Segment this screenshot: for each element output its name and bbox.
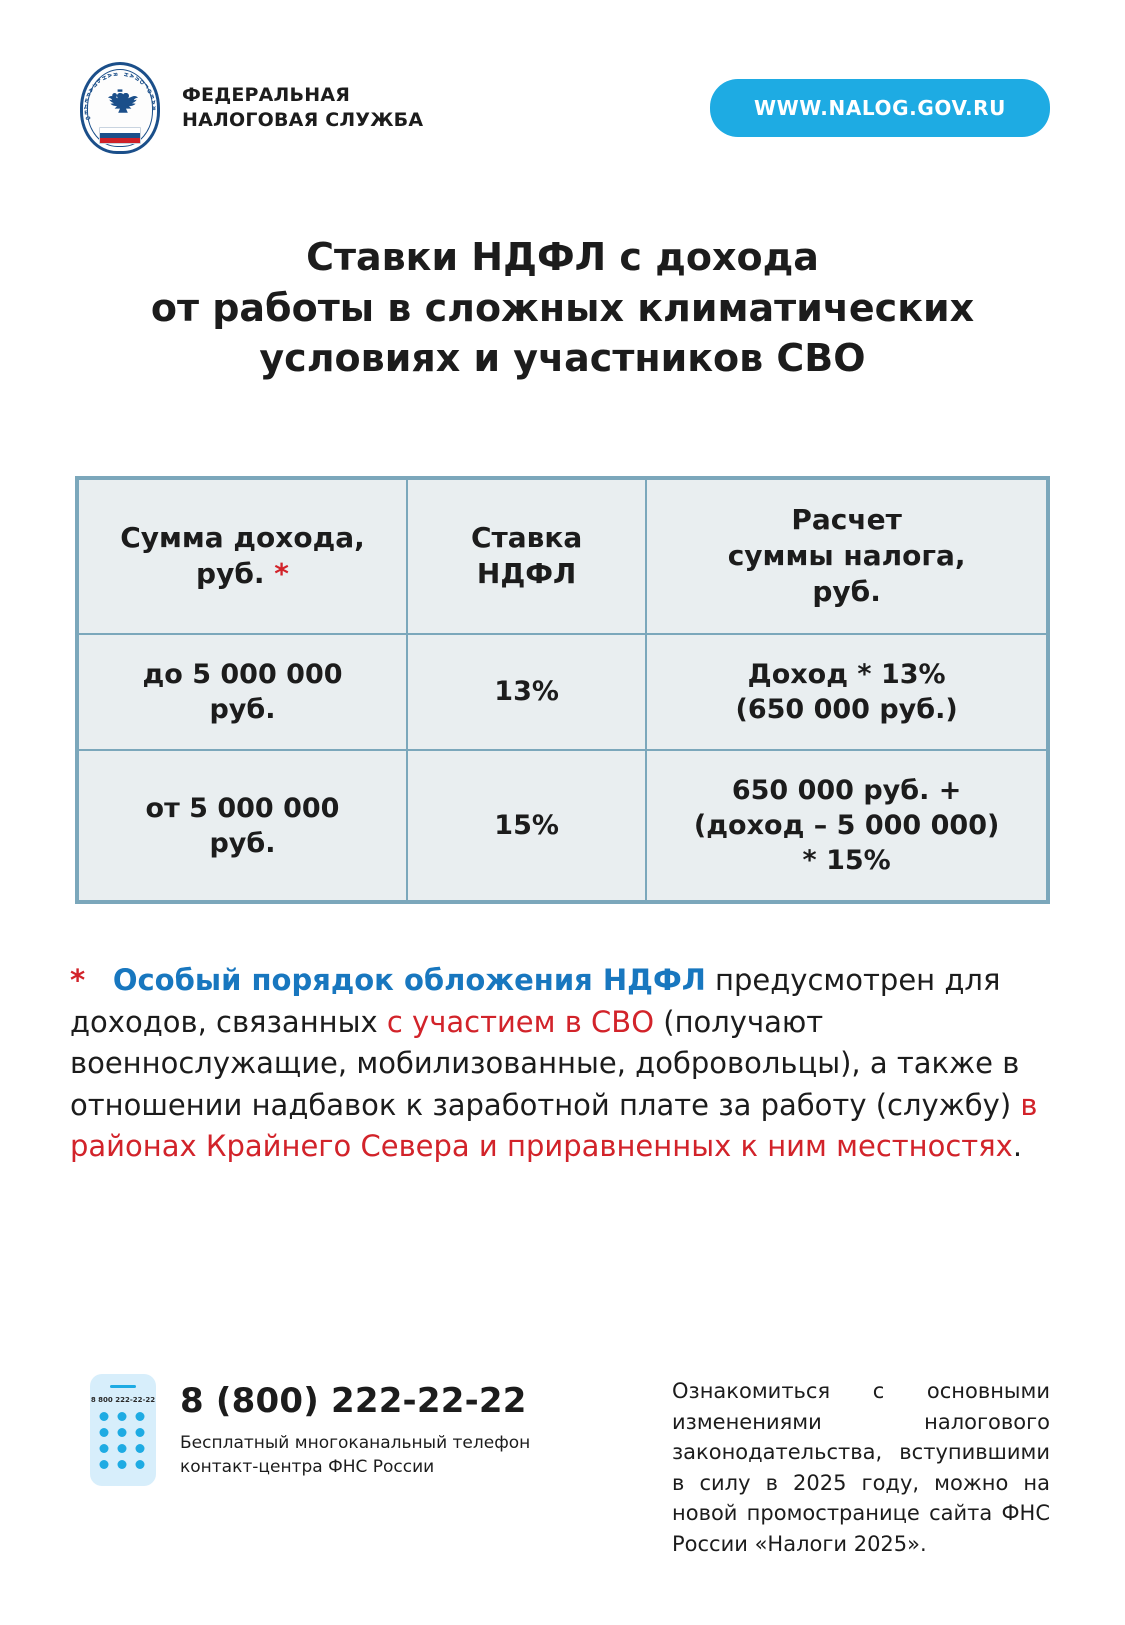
phone-keys [100,1412,147,1469]
row1-amount [78,750,407,901]
contact-center-caption [180,1432,530,1480]
contact-center-texts [180,1381,530,1479]
footnote-red1: с участием в СВО [386,1004,655,1039]
header-income-amount [78,479,407,634]
header-rate-line2: НДФЛ [476,557,577,591]
footnote-part2: (получают военнослужащие, мобилизованные, добровольцы), а также в отношении надбавок к заработной плате за работу (службу) [70,1004,1021,1122]
table-row [78,634,1047,750]
page-footer [0,1374,1125,1559]
header-income-amount-unit: руб. [196,557,265,591]
row0-calculation-line1: Доход * 13% [747,658,946,690]
header-calculation-line3: руб. [812,575,881,609]
header-income-amount-line2 [91,556,394,592]
header-asterisk: * [274,557,289,591]
contact-center-phone[interactable]: 8 (800) 222-22-22 [180,1381,527,1422]
russian-flag-icon [99,127,141,144]
footnote [70,960,1050,1167]
contact-center-caption-line1: Бесплатный многоканальный телефон [180,1432,531,1453]
row0-calculation-line2: (650 000 руб.) [735,693,958,725]
promo-note: Ознакомиться с основными изменениями налогового законодательства, вступившими в силу в 2025 году, можно на новой промостранице сайта ФНС России «Налоги 2025». [672,1379,1050,1556]
page-header [0,0,1125,154]
brand-block [80,62,423,154]
footnote-part1: предусмотрен для доходов, связанных [70,963,1001,1039]
row0-rate: 13% [407,634,646,750]
footnote-part3: . [1012,1129,1023,1164]
page-title [0,232,1125,384]
row1-calculation-line1: 650 000 руб. + [731,774,962,806]
rates-table [77,478,1048,903]
brand-title-line1: ФЕДЕРАЛЬНАЯ [182,83,351,106]
double-eagle-icon [102,88,138,122]
row0-amount [78,634,407,750]
table-row [78,750,1047,901]
footnote-red2: в районах Крайнего Севера и приравненных к ним местностях [70,1087,1038,1164]
row1-calculation-line2: (доход – 5 000 000) [693,810,1000,842]
header-calculation-line1: Расчет [791,502,902,536]
row1-amount-line2: руб. [209,827,276,859]
row0-calculation [646,634,1047,750]
header-calculation-line2: суммы налога, [727,538,966,572]
brand-title [182,83,423,134]
header-calculation [646,479,1047,634]
header-rate [407,479,646,634]
emblem-circular-text: Ф Е Д Е Р А Л Ь Н А Я Н А Л О Г О В А Я [83,71,157,123]
row0-amount-line2: руб. [209,693,276,725]
row1-calculation-line3: * 15% [802,845,891,877]
row1-rate: 15% [407,750,646,901]
footnote-asterisk: * [70,963,86,998]
brand-title-line2: НАЛОГОВАЯ СЛУЖБА [182,109,424,131]
page-title-line3: условиях и участников СВО [259,336,866,381]
row1-calculation [646,750,1047,901]
header-income-amount-line1: Сумма дохода, [120,520,365,554]
contact-center-block [90,1374,650,1486]
website-url-badge[interactable]: WWW.NALOG.GOV.RU [710,79,1050,137]
page-title-line1: Ставки НДФЛ с дохода [306,235,819,279]
header-rate-line1: Ставка [470,520,583,554]
phone-icon-number: 8 800 222-22-22 [90,1396,156,1405]
phone-speaker [110,1385,136,1388]
contact-center-caption-line2: контакт-центра ФНС России [180,1456,435,1477]
row1-amount-line1: от 5 000 000 [145,792,340,824]
phone-keypad-icon [90,1374,156,1486]
fns-emblem-icon [80,62,160,154]
page-title-line2: от работы в сложных климатических [150,285,975,330]
rates-table-container [75,476,1050,905]
row0-amount-line1: до 5 000 000 [142,658,343,690]
footnote-highlight: Особый порядок обложения НДФЛ [112,963,706,998]
table-header-row [78,479,1047,634]
